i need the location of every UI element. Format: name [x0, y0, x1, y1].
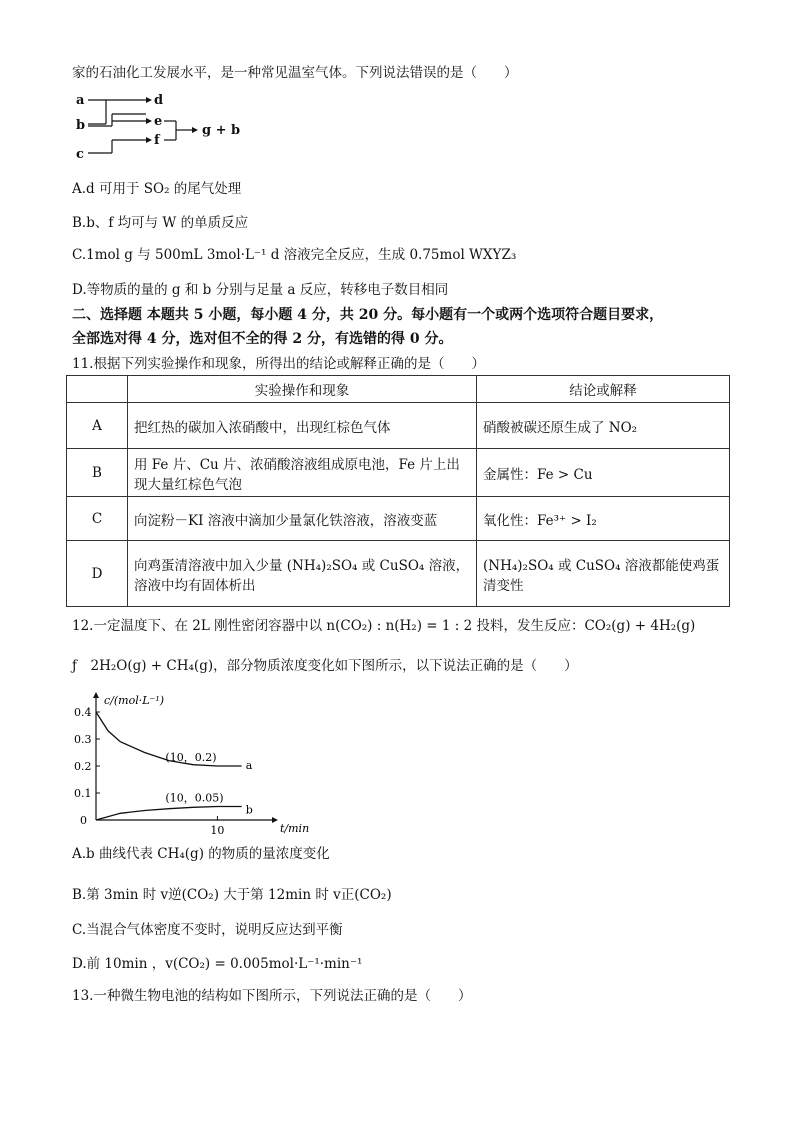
- row-operation: 向淀粉－KI 溶液中滴加少量氯化铁溶液，溶液变蓝: [128, 497, 477, 541]
- scheme-f: f: [154, 133, 160, 148]
- table-header-row: [67, 376, 730, 403]
- reaction-scheme: [74, 88, 254, 168]
- row-conclusion: (NH₄)₂SO₄ 或 CuSO₄ 溶液都能使鸡蛋清变性: [477, 541, 730, 607]
- q12-stem-line2: ƒ 2H₂O(g) + CH₄(g)，部分物质浓度变化如下图所示，以下说法正确的是（ ）: [72, 658, 578, 674]
- y-axis-arrow: [93, 692, 99, 698]
- row-operation: 向鸡蛋清溶液中加入少量 (NH₄)₂SO₄ 或 CuSO₄ 溶液，溶液中均有固体析出: [128, 541, 477, 607]
- origin-label: 0: [80, 814, 87, 827]
- table-header-operation: 实验操作和现象: [128, 376, 477, 403]
- section-header-line2: 全部选对得 4 分，选对但不全的得 2 分，有选错的得 0 分。: [72, 331, 453, 347]
- row-conclusion: 氧化性：Fe³⁺ > I₂: [477, 497, 730, 541]
- q10-option-d: D.等物质的量的 g 和 b 分别与足量 a 反应，转移电子数目相同: [72, 282, 449, 298]
- scheme-d: d: [154, 93, 164, 108]
- q12-option-d: D.前 10min ，v(CO₂) = 0.005mol·L⁻¹·min⁻¹: [72, 956, 363, 972]
- q11-table: [66, 375, 730, 607]
- scheme-b: b: [76, 118, 86, 133]
- row-label: C: [67, 497, 128, 541]
- x-axis-label: t/min: [280, 822, 310, 835]
- series-label-a: a: [245, 759, 253, 772]
- series-label-b: b: [245, 803, 253, 817]
- q10-option-b: B.b、f 均可与 W 的单质反应: [72, 215, 249, 231]
- row-conclusion: 硝酸被碳还原生成了 NO₂: [477, 403, 730, 449]
- table-row: [67, 541, 730, 607]
- y-tick-label: 0.1: [74, 787, 92, 800]
- q11-stem: 11.根据下列实验操作和现象，所得出的结论或解释正确的是（ ）: [72, 356, 485, 372]
- series-line-b: [96, 807, 242, 821]
- table-row: [67, 403, 730, 449]
- section-header-line1: 二、选择题 本题共 5 小题，每小题 4 分，共 20 分。每小题有一个或两个选项符合题目要求，: [72, 307, 664, 323]
- table-row: [67, 497, 730, 541]
- intro-line: 家的石油化工发展水平，是一种常见温室气体。下列说法错误的是（ ）: [72, 65, 518, 81]
- annotation-a: (10，0.2): [165, 751, 217, 764]
- y-tick-label: 0.3: [74, 733, 92, 746]
- table-row: [67, 449, 730, 497]
- scheme-a: a: [76, 93, 85, 108]
- y-tick-label: 0.4: [74, 706, 92, 719]
- row-label: A: [67, 403, 128, 449]
- scheme-product: g + b: [202, 123, 241, 138]
- q10-option-c: C.1mol g 与 500mL 3mol·L⁻¹ d 溶液完全反应，生成 0.75mol WXYZ₃: [72, 247, 517, 263]
- q12-option-c: C.当混合气体密度不变时，说明反应达到平衡: [72, 922, 343, 938]
- annotation-b: (10，0.05): [165, 791, 224, 805]
- q12-stem-line1: 12.一定温度下、在 2L 刚性密闭容器中以 n(CO₂) : n(H₂) = 1 : 2 投料，发生反应：CO₂(g) + 4H₂(g): [72, 618, 696, 634]
- table-header-conclusion: 结论或解释: [477, 376, 730, 403]
- y-axis-label: c/(mol·L⁻¹): [104, 694, 165, 707]
- q10-option-a: A.d 可用于 SO₂ 的尾气处理: [72, 181, 242, 197]
- x-axis-arrow: [272, 817, 278, 823]
- q12-option-b: B.第 3min 时 v逆(CO₂) 大于第 12min 时 v正(CO₂): [72, 887, 392, 903]
- row-label: D: [67, 541, 128, 607]
- q12-option-a: A.b 曲线代表 CH₄(g) 的物质的量浓度变化: [72, 846, 330, 862]
- x-tick-label: 10: [210, 824, 225, 837]
- concentration-chart: [72, 686, 310, 837]
- y-tick-label: 0.2: [74, 760, 92, 773]
- row-operation: 用 Fe 片、Cu 片、浓硝酸溶液组成原电池，Fe 片上出现大量红棕色气泡: [128, 449, 477, 497]
- row-operation: 把红热的碳加入浓硝酸中，出现红棕色气体: [128, 403, 477, 449]
- scheme-e: e: [154, 114, 163, 129]
- q13-stem: 13.一种微生物电池的结构如下图所示，下列说法正确的是（ ）: [72, 988, 472, 1004]
- row-label: B: [67, 449, 128, 497]
- row-conclusion: 金属性：Fe > Cu: [477, 449, 730, 497]
- scheme-c: c: [76, 147, 84, 162]
- table-header-blank: [67, 376, 128, 403]
